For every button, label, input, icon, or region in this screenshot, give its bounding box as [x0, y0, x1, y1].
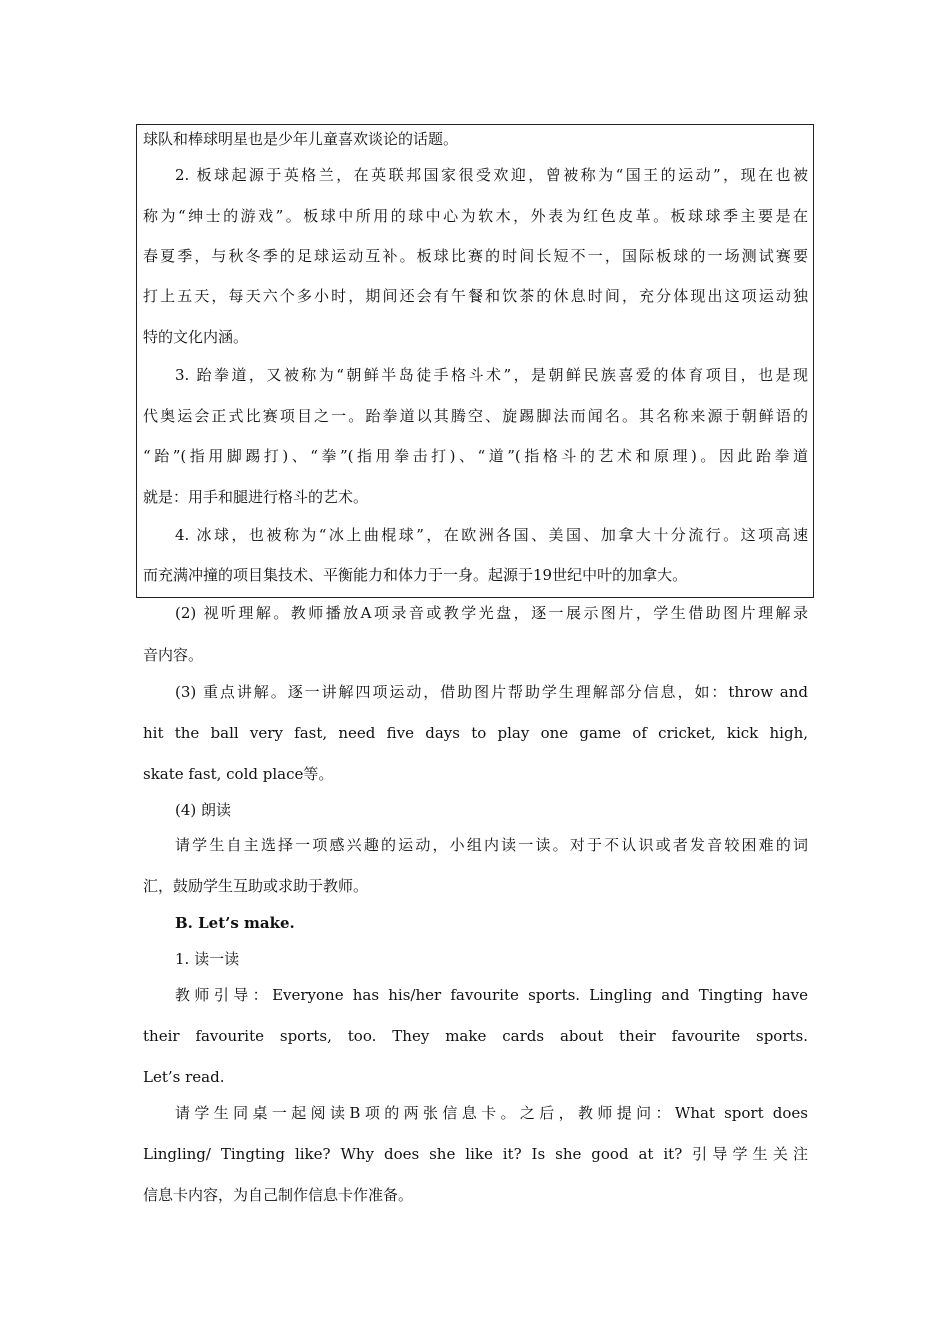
box-line-1: 球队和棒球明星也是少年儿童喜欢谈论的话题。 [143, 130, 459, 148]
body-line-8: 汇，鼓励学生互助或求助于教师。 [143, 877, 369, 895]
box-line-5: 打上五天，每天六个多小时，期间还会有午餐和饮茶的休息时间，充分体现出这项运动独 [143, 287, 808, 305]
box-line-2: 2. 板球起源于英格兰，在英联邦国家很受欢迎，曾被称为“国王的运动”，现在也被 [175, 166, 808, 184]
body-line-7: 请学生自主选择一项感兴趣的运动，小组内读一读。对于不认识或者发音较困难的词 [175, 836, 808, 854]
body-line-1: (2) 视听理解。教师播放A项录音或教学光盘，逐一展示图片，学生借助图片理解录 [175, 604, 808, 622]
body-line-13: Let’s read. [143, 1068, 225, 1086]
box-line-6: 特的文化内涵。 [143, 328, 249, 346]
box-line-3: 称为“绅士的游戏”。板球中所用的球中心为软木，外表为红色皮革。板球球季主要是在 [143, 207, 808, 225]
box-line-8: 代奥运会正式比赛项目之一。跆拳道以其腾空、旋踢脚法而闻名。其名称来源于朝鲜语的 [143, 407, 808, 425]
body-line-6: (4) 朗读 [175, 801, 232, 819]
section-heading-lets-make: B. Let’s make. [175, 914, 295, 932]
body-line-14: 请学生同桌一起阅读B项的两张信息卡。之后，教师提问：What sport does [175, 1104, 808, 1122]
box-line-9: “跆”(指用脚踢打)、“拳”(指用拳击打)、“道”(指格斗的艺术和原理)。因此跆拳道 [143, 447, 808, 465]
body-line-12: their favourite sports, too. They make cards about their favourite sports. [143, 1027, 808, 1045]
box-line-11: 4. 冰球，也被称为“冰上曲棍球”，在欧洲各国、美国、加拿大十分流行。这项高速 [175, 526, 808, 544]
body-line-2: 音内容。 [143, 646, 204, 664]
body-line-16: 信息卡内容，为自己制作信息卡作准备。 [143, 1186, 414, 1204]
body-line-11: 教师引导：Everyone has his/her favourite sports. Lingling and Tingting have [175, 986, 808, 1004]
box-line-10: 就是：用手和腿进行格斗的艺术。 [143, 488, 369, 506]
body-line-5: skate fast, cold place等。 [143, 765, 334, 783]
body-line-4: hit the ball very fast, need five days to play one game of cricket, kick high, [143, 724, 808, 742]
box-line-4: 春夏季，与秋冬季的足球运动互补。板球比赛的时间长短不一，国际板球的一场测试赛要 [143, 247, 808, 265]
body-line-15: Lingling/ Tingting like? Why does she like it? Is she good at it? 引导学生关注 [143, 1145, 808, 1163]
box-line-7: 3. 跆拳道，又被称为“朝鲜半岛徒手格斗术”，是朝鲜民族喜爱的体育项目，也是现 [175, 366, 808, 384]
box-line-12: 而充满冲撞的项目集技术、平衡能力和体力于一身。起源于19世纪中叶的加拿大。 [143, 566, 688, 584]
body-line-3: (3) 重点讲解。逐一讲解四项运动，借助图片帮助学生理解部分信息，如：throw and [175, 683, 808, 701]
body-line-10: 1. 读一读 [175, 950, 240, 968]
